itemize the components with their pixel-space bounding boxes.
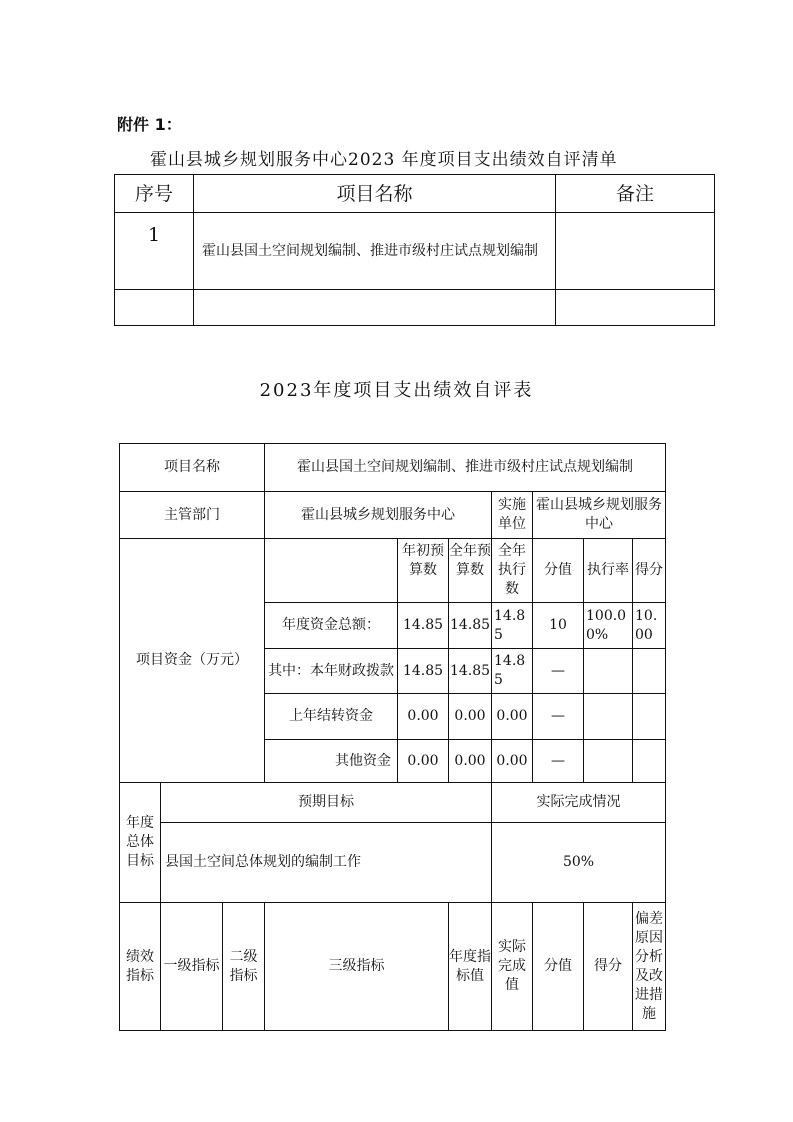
- perf-header-actual-value: 实际完成值: [492, 903, 533, 1031]
- project-name-value: 霍山县国土空间规划编制、推进市级村庄试点规划编制: [265, 444, 666, 492]
- perf-header-row: [120, 903, 666, 1031]
- perf-header-score-value: 分值: [533, 903, 584, 1031]
- row-no: [115, 290, 194, 326]
- funds-row-executed: 14.85: [492, 649, 533, 694]
- list-title: 霍山县城乡规划服务中心2023 年度项目支出绩效自评清单: [150, 150, 618, 170]
- funds-row-label: 年度资金总额：: [265, 603, 398, 649]
- perf-header-level2: 二级指标: [223, 903, 265, 1031]
- project-name-row: [120, 444, 666, 492]
- funds-row-score: [633, 649, 666, 694]
- funds-row-score-value: —: [533, 649, 584, 694]
- actual-value: 50%: [492, 823, 666, 903]
- perf-label: 绩效指标: [120, 903, 161, 1031]
- annual-goal-label: 年度总体目标: [120, 783, 161, 903]
- row-note: [556, 213, 715, 290]
- row-no: 1: [115, 213, 194, 290]
- funds-header-blank: [265, 539, 398, 603]
- funds-header-rate: 执行率: [584, 539, 633, 603]
- funds-row-annual: 0.00: [449, 694, 492, 740]
- perf-header-score: 得分: [584, 903, 633, 1031]
- funds-row-executed: 0.00: [492, 740, 533, 783]
- perf-header-deviation: 偏差原因分析及改进措施: [633, 903, 666, 1031]
- goal-header-row: [120, 783, 666, 823]
- funds-row-rate: [584, 740, 633, 783]
- funds-row-rate: [584, 694, 633, 740]
- dept-value: 霍山县城乡规划服务中心: [265, 492, 492, 539]
- funds-header-score: 得分: [633, 539, 666, 603]
- funds-header-annual: 全年预算数: [449, 539, 492, 603]
- funds-row-label: 上年结转资金: [265, 694, 398, 740]
- header-note: 备注: [556, 175, 715, 213]
- funds-header-row: [120, 539, 666, 603]
- funds-header-initial: 年初预算数: [398, 539, 449, 603]
- expected-goal-label: 预期目标: [161, 783, 492, 823]
- table-row: [115, 213, 715, 290]
- funds-row-label: 其他资金: [265, 740, 398, 783]
- funds-row-executed: 0.00: [492, 694, 533, 740]
- header-no: 序号: [115, 175, 194, 213]
- funds-row-rate: 100.00%: [584, 603, 633, 649]
- funds-row-score-value: 10: [533, 603, 584, 649]
- funds-header-executed: 全年执行数: [492, 539, 533, 603]
- goal-row: [120, 823, 666, 903]
- row-name: [194, 290, 556, 326]
- funds-row-initial: 14.85: [398, 603, 449, 649]
- funds-row-score-value: —: [533, 694, 584, 740]
- funds-label: 项目资金（万元）: [120, 539, 265, 783]
- project-name-label: 项目名称: [120, 444, 265, 492]
- list-table: [114, 174, 715, 326]
- funds-row-score: 10.00: [633, 603, 666, 649]
- table-row: [115, 290, 715, 326]
- row-name: 霍山县国土空间规划编制、推进市级村庄试点规划编制: [194, 213, 556, 290]
- eval-title: 2023年度项目支出绩效自评表: [259, 380, 534, 401]
- row-note: [556, 290, 715, 326]
- actual-label: 实际完成情况: [492, 783, 666, 823]
- funds-row-score: [633, 740, 666, 783]
- impl-unit-label: 实施单位: [492, 492, 533, 539]
- perf-header-annual-value: 年度指标值: [449, 903, 492, 1031]
- funds-row-initial: 0.00: [398, 740, 449, 783]
- eval-table: [119, 443, 666, 1031]
- funds-row-label: 其中：本年财政拨款: [265, 649, 398, 694]
- funds-row-annual: 0.00: [449, 740, 492, 783]
- expected-goal: 县国土空间总体规划的编制工作: [161, 823, 492, 903]
- funds-row-annual: 14.85: [449, 603, 492, 649]
- perf-header-level1: 一级指标: [161, 903, 223, 1031]
- funds-header-score-value: 分值: [533, 539, 584, 603]
- funds-row-score: [633, 694, 666, 740]
- header-name: 项目名称: [194, 175, 556, 213]
- attachment-label: 附件 1：: [117, 115, 182, 134]
- funds-row-annual: 14.85: [449, 649, 492, 694]
- perf-header-level3: 三级指标: [265, 903, 449, 1031]
- impl-unit-value: 霍山县城乡规划服务中心: [533, 492, 666, 539]
- funds-row-initial: 14.85: [398, 649, 449, 694]
- funds-row-score-value: —: [533, 740, 584, 783]
- list-header-row: [115, 175, 715, 213]
- dept-label: 主管部门: [120, 492, 265, 539]
- funds-row-executed: 14.85: [492, 603, 533, 649]
- dept-row: [120, 492, 666, 539]
- funds-row-rate: [584, 649, 633, 694]
- funds-row-initial: 0.00: [398, 694, 449, 740]
